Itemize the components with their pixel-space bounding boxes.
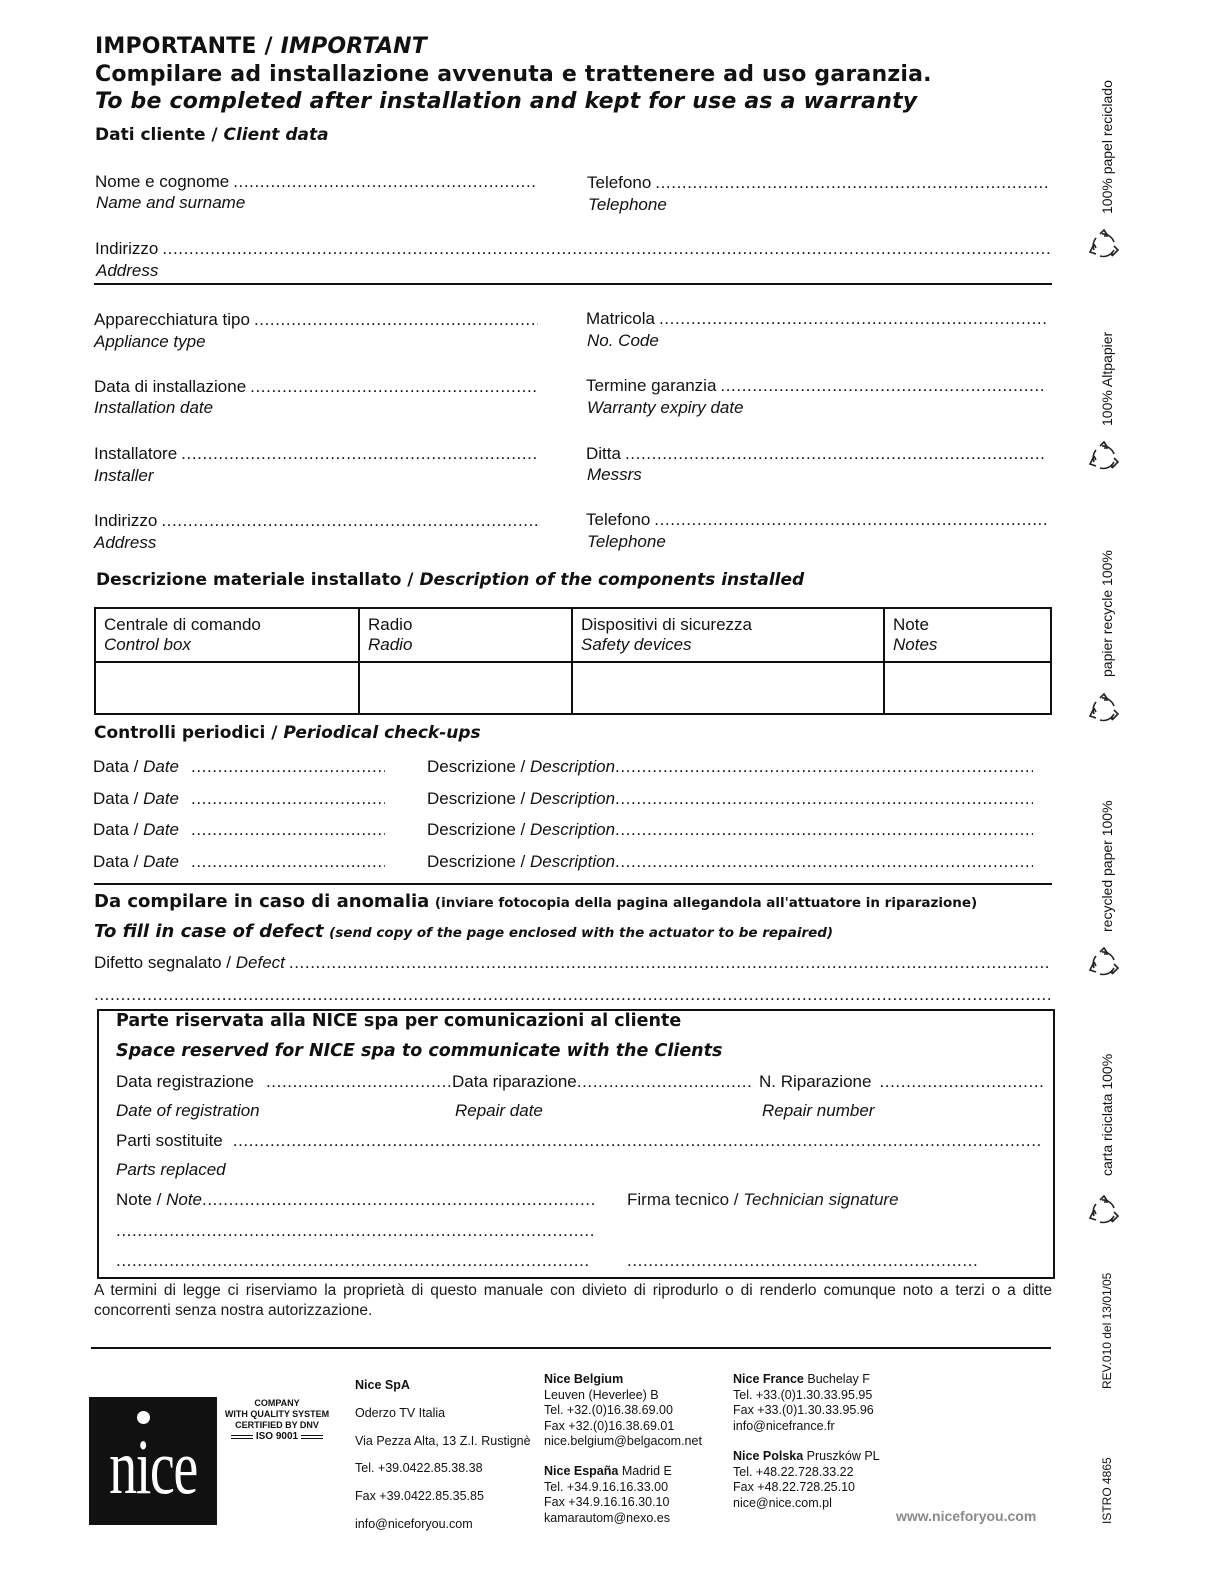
cell-safety-devices[interactable]: [572, 662, 884, 714]
repair-number-line: [879, 1072, 1045, 1092]
firm-label: Ditta: [586, 444, 621, 463]
divider: [94, 283, 1052, 285]
contact-email[interactable]: info@nicefrance.fr: [733, 1418, 835, 1433]
serial-code-en: No. Code: [587, 331, 659, 350]
checkup-date-label: Data /: [93, 852, 139, 871]
repair-number-label: N. Riparazione: [759, 1072, 872, 1091]
serial-code-field[interactable]: [586, 309, 1047, 329]
installer-address-en: Address: [94, 533, 157, 552]
divider: [91, 1347, 1051, 1349]
registration-date-label: Data registrazione: [116, 1072, 254, 1091]
contact-line: Fax +34.9.16.16.30.10: [544, 1495, 670, 1509]
installer-phone-en: Telephone: [587, 532, 666, 551]
checkup-date-field[interactable]: [93, 852, 385, 872]
contact-nice-spa: [355, 1372, 531, 1539]
legal-notice: A termini di legge ci riserviamo la proprietà di questo manuale con divieto di riprodurlo o di renderlo comunque noto a terzi o a ditte concorrenti senza nostra autorizzazione.: [94, 1282, 1052, 1319]
cell-radio[interactable]: [359, 662, 572, 714]
checkup-date-label-en: Date: [143, 757, 180, 776]
client-address-en: Address: [96, 261, 159, 280]
col-safety-devices: [572, 608, 884, 662]
iso-certification: [222, 1398, 332, 1442]
repair-date-label: Data riparazione: [452, 1072, 577, 1091]
defect-heading-it: Da compilare in caso di anomalia: [94, 891, 430, 912]
install-date-field[interactable]: [94, 377, 538, 397]
defect-extra-line-field[interactable]: [94, 985, 1050, 1005]
parts-replaced-line: [233, 1131, 1042, 1151]
title-en: IMPORTANT: [280, 34, 427, 59]
client-address-label: Indirizzo: [95, 239, 159, 258]
checkup-desc-label-en: Description: [530, 789, 616, 808]
contact-name: Nice Belgium: [544, 1372, 624, 1386]
checkups-heading-it: Controlli periodici /: [94, 723, 278, 743]
appliance-type-en: Appliance type: [94, 332, 206, 351]
signature-label-it: Firma tecnico /: [627, 1190, 739, 1209]
checkup-date-label-en: Date: [143, 789, 180, 808]
registration-date-line: [266, 1072, 452, 1092]
divider: [94, 883, 1052, 885]
repair-date-line: [577, 1072, 754, 1092]
recycle-icon: [1088, 1194, 1120, 1226]
note-line: [116, 1221, 594, 1241]
cell-control-box[interactable]: [95, 662, 359, 714]
components-heading-en: Description of the components installed: [419, 570, 805, 590]
col-label-en: Safety devices: [581, 635, 692, 654]
contact-nice-espana: [544, 1464, 672, 1526]
parts-replaced-en: Parts replaced: [116, 1160, 226, 1179]
checkup-date-field[interactable]: [93, 789, 385, 809]
contact-name: Nice SpA: [355, 1378, 410, 1392]
recycle-icon: [1088, 228, 1120, 260]
revision-label: REV.010 del 13/01/05: [1100, 1272, 1114, 1389]
sidebar-label-4: recycled paper 100%: [1099, 800, 1115, 932]
checkup-desc-line: [615, 789, 1033, 809]
nice-box-title-it: Parte riservata alla NICE spa per comunicazioni al cliente: [116, 1011, 682, 1031]
parts-replaced-field[interactable]: [116, 1131, 1042, 1151]
recycle-icon: [1088, 946, 1120, 978]
repair-date-field[interactable]: [452, 1072, 754, 1092]
checkup-date-label-en: Date: [143, 852, 180, 871]
checkup-desc-label: Descrizione /: [427, 852, 526, 871]
technician-signature-label: [627, 1190, 899, 1210]
installer-en: Installer: [94, 466, 154, 485]
appliance-type-field[interactable]: [94, 310, 538, 330]
components-table: [94, 607, 1052, 715]
checkup-desc-line: [615, 852, 1033, 872]
client-phone-field[interactable]: [587, 173, 1049, 193]
logo-text: nice: [109, 1423, 197, 1510]
warranty-expiry-field[interactable]: [586, 376, 1045, 396]
registration-date-field[interactable]: [116, 1072, 452, 1092]
checkup-date-label: Data /: [93, 820, 139, 839]
contact-nice-polska: [733, 1449, 880, 1511]
col-label-en: Notes: [893, 635, 938, 654]
sidebar-label-1: 100% papel reciclado: [1099, 80, 1115, 214]
contact-city: Buchelay F: [807, 1372, 870, 1386]
technician-signature-field[interactable]: [627, 1251, 977, 1271]
nice-logo: [89, 1397, 217, 1525]
appliance-type-label: Apparecchiatura tipo: [94, 310, 250, 329]
defect-note-it: (inviare fotocopia della pagina allegandola all'attuatore in riparazione): [434, 895, 978, 911]
contact-line: Fax +39.0422.85.35.85: [355, 1489, 484, 1504]
checkup-date-label: Data /: [93, 789, 139, 808]
contact-line: Tel. +32.(0)16.38.69.00: [544, 1403, 673, 1417]
defect-reported-line: [289, 953, 1050, 973]
parts-replaced-label: Parti sostituite: [116, 1131, 223, 1150]
contact-nice-france: [733, 1372, 874, 1434]
note-field[interactable]: [116, 1190, 594, 1210]
contact-line: Tel. +48.22.728.33.22: [733, 1464, 854, 1479]
defect-heading-en: To fill in case of defect: [94, 921, 324, 942]
website-link[interactable]: www.niceforyou.com: [896, 1508, 1037, 1524]
contact-line: Fax +48.22.728.25.10: [733, 1480, 855, 1494]
client-heading: [95, 125, 329, 145]
title-it: IMPORTANTE /: [95, 34, 273, 59]
client-address-field[interactable]: [95, 239, 1050, 259]
contact-line: Fax +32.(0)16.38.69.01: [544, 1418, 675, 1433]
appliance-type-line: [254, 310, 538, 330]
checkup-date-line: [191, 820, 385, 840]
warranty-expiry-en: Warranty expiry date: [587, 398, 744, 417]
col-radio: [359, 608, 572, 662]
table-header-row: [95, 608, 1051, 662]
checkup-desc-field[interactable]: [427, 757, 1033, 777]
cert-line: ISO 9001: [255, 1431, 299, 1442]
note-line: [202, 1190, 594, 1210]
recycle-icon: [1088, 440, 1120, 472]
contact-line: Oderzo TV Italia: [355, 1405, 446, 1420]
firm-en: Messrs: [587, 465, 642, 484]
repair-date-en: Repair date: [455, 1101, 543, 1120]
checkup-desc-field[interactable]: [427, 789, 1033, 809]
table-row: [95, 662, 1051, 714]
contact-name: Nice Polska: [733, 1449, 804, 1463]
checkup-desc-label-en: Description: [530, 852, 616, 871]
checkup-desc-label-en: Description: [530, 757, 616, 776]
checkup-desc-label: Descrizione /: [427, 757, 526, 776]
serial-code-label: Matricola: [586, 309, 655, 328]
checkup-date-label-en: Date: [143, 820, 180, 839]
repair-number-en: Repair number: [762, 1101, 875, 1120]
installer-label: Installatore: [94, 444, 178, 463]
defect-reported-label: Difetto segnalato /: [94, 953, 232, 972]
install-date-line: [250, 377, 538, 397]
col-label-en: Radio: [368, 635, 413, 654]
firm-line: [625, 444, 1047, 464]
installer-address-label: Indirizzo: [94, 511, 158, 530]
contact-line: Tel. +33.(0)1.30.33.95.95: [733, 1387, 873, 1402]
checkup-date-line: [191, 852, 385, 872]
repair-number-field[interactable]: [759, 1072, 1045, 1092]
checkup-date-line: [191, 789, 385, 809]
col-label-en: Control box: [104, 635, 191, 654]
col-label-it: Centrale di comando: [104, 615, 261, 634]
nice-box-title-en: Space reserved for NICE spa to communicate with the Clients: [116, 1041, 723, 1061]
col-control-box: [95, 608, 359, 662]
defect-reported-label-en: Defect: [235, 953, 285, 972]
contact-nice-belgium: [544, 1372, 702, 1450]
client-heading-it: Dati cliente /: [95, 125, 218, 145]
checkup-desc-line: [615, 820, 1033, 840]
components-heading: [96, 570, 804, 590]
col-label-it: Note: [893, 615, 929, 634]
checkup-desc-label: Descrizione /: [427, 789, 526, 808]
contact-email[interactable]: nice@nice.com.pl: [733, 1495, 832, 1510]
sidebar-label-3: papier recycle 100%: [1099, 550, 1115, 677]
contact-line: Tel. +39.0422.85.38.38: [355, 1461, 483, 1476]
col-notes: [884, 608, 1051, 662]
contact-line: Fax +33.(0)1.30.33.95.96: [733, 1403, 874, 1417]
client-heading-en: Client data: [223, 125, 329, 145]
defect-heading-en-row: [94, 921, 833, 942]
install-date-label: Data di installazione: [94, 377, 247, 396]
checkup-desc-line: [615, 757, 1033, 777]
warranty-expiry-line: [720, 376, 1045, 396]
checkup-date-field[interactable]: [93, 757, 385, 777]
checkup-desc-field[interactable]: [427, 852, 1033, 872]
col-label-it: Dispositivi di sicurezza: [581, 615, 752, 634]
cell-notes[interactable]: [884, 662, 1051, 714]
defect-reported-field[interactable]: [94, 953, 1050, 973]
checkup-date-label: Data /: [93, 757, 139, 776]
client-name-line: [233, 172, 535, 192]
defect-heading-it-row: [94, 891, 977, 912]
note-line-2[interactable]: [116, 1221, 594, 1241]
client-address-line: [162, 239, 1050, 259]
checkup-desc-label-en: Description: [530, 820, 616, 839]
client-phone-label: Telefono: [587, 173, 652, 192]
contact-name: Nice España: [544, 1464, 619, 1478]
checkup-desc-label: Descrizione /: [427, 820, 526, 839]
cert-line: COMPANY: [254, 1398, 300, 1408]
installer-address-field[interactable]: [94, 511, 538, 531]
subtitle-it: Compilare ad installazione avvenuta e trattenere ad uso garanzia.: [95, 62, 932, 87]
subtitle-en: To be completed after installation and kept for use as a warranty: [95, 89, 918, 114]
install-date-en: Installation date: [94, 398, 214, 417]
sidebar-label-2: 100% Altpapier: [1099, 331, 1115, 426]
contact-email[interactable]: kamarautom@nexo.es: [544, 1510, 670, 1525]
contact-line: Tel. +34.9.16.16.33.00: [544, 1479, 669, 1494]
installer-phone-line: [654, 510, 1047, 530]
client-phone-en: Telephone: [588, 195, 667, 214]
signature-line: [627, 1251, 977, 1271]
checkup-date-field[interactable]: [93, 820, 385, 840]
document-code: ISTRO 4865: [1100, 1457, 1114, 1524]
client-name-en: Name and surname: [96, 193, 246, 212]
signature-label-en: Technician signature: [743, 1190, 899, 1209]
note-label-en: Note: [166, 1190, 203, 1209]
cert-line: WITH QUALITY SYSTEM: [224, 1409, 330, 1419]
registration-date-en: Date of registration: [116, 1101, 260, 1120]
installer-phone-label: Telefono: [586, 510, 651, 529]
checkup-desc-field[interactable]: [427, 820, 1033, 840]
client-name-field[interactable]: [95, 172, 535, 192]
installer-line: [181, 444, 538, 464]
contact-name: Nice France: [733, 1372, 804, 1386]
contact-line: Via Pezza Alta, 13 Z.I. Rustignè: [355, 1433, 531, 1448]
checkups-heading-en: Periodical check-ups: [283, 723, 481, 743]
installer-address-line: [161, 511, 538, 531]
firm-field[interactable]: [586, 444, 1047, 464]
title: [95, 34, 427, 59]
client-phone-line: [655, 173, 1049, 193]
warranty-expiry-label: Termine garanzia: [586, 376, 717, 395]
note-label: Note /: [116, 1190, 162, 1209]
note-line: [116, 1251, 588, 1271]
components-heading-it: Descrizione materiale installato /: [96, 570, 414, 590]
col-label-it: Radio: [368, 615, 413, 634]
contact-city: Madrid E: [621, 1464, 672, 1478]
iso-rule-left: [231, 1435, 253, 1439]
iso-rule-right: [301, 1435, 323, 1439]
note-line-3[interactable]: [116, 1251, 588, 1271]
defect-extra-line: [94, 985, 1050, 1005]
cert-line: CERTIFIED BY DNV: [235, 1420, 319, 1430]
client-name-label: Nome e cognome: [95, 172, 230, 191]
sidebar-label-5: carta riciclata 100%: [1099, 1053, 1115, 1176]
contact-email[interactable]: info@niceforyou.com: [355, 1516, 473, 1531]
installer-field[interactable]: [94, 444, 538, 464]
contact-email[interactable]: nice.belgium@belgacom.net: [544, 1434, 702, 1448]
defect-note-en: (send copy of the page enclosed with the actuator to be repaired): [329, 925, 834, 941]
recycle-icon: [1088, 692, 1120, 724]
iso-row: [222, 1431, 332, 1442]
contact-city: Pruszków PL: [806, 1449, 880, 1463]
checkups-heading: [94, 723, 481, 743]
contact-line: Leuven (Heverlee) B: [544, 1387, 659, 1402]
checkup-date-line: [191, 757, 385, 777]
installer-phone-field[interactable]: [586, 510, 1047, 530]
serial-code-line: [659, 309, 1047, 329]
